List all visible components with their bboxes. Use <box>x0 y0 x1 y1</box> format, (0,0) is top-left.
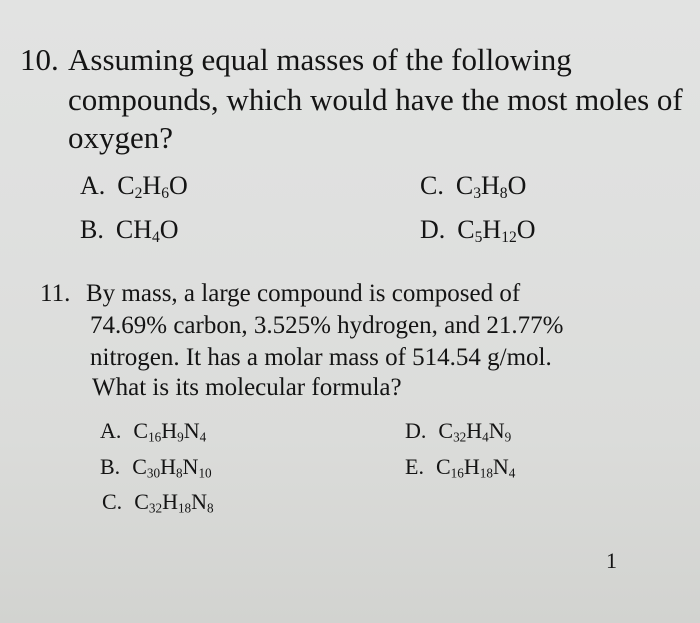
option-letter: C. <box>102 489 123 514</box>
option-letter: D. <box>420 215 446 244</box>
option-formula: $C_{16}H_9N_4$ <box>133 418 207 445</box>
q11-text-line-3: nitrogen. It has a molar mass of 514.54 g/mol. <box>90 344 552 371</box>
q11-option-d[interactable] <box>405 417 511 445</box>
q10-option-d[interactable] <box>420 214 536 246</box>
q10-option-c[interactable] <box>420 170 526 202</box>
q10-number: 10. <box>20 42 59 77</box>
option-formula: $C_{32}H_4N_9$ <box>438 418 512 445</box>
option-letter: E. <box>405 454 424 479</box>
page-number: 1 <box>606 548 617 573</box>
q10-option-b[interactable] <box>80 214 179 246</box>
option-letter: A. <box>80 171 106 200</box>
q11-option-b[interactable] <box>100 453 212 481</box>
q11-number: 11. <box>40 280 71 307</box>
option-formula: $C_2H_6O$ <box>117 171 188 202</box>
q11-text-line-2: 74.69% carbon, 3.525% hydrogen, and 21.77% <box>90 312 564 339</box>
option-letter: A. <box>100 418 122 443</box>
option-formula: $C_{16}H_{18}N_4$ <box>435 454 516 481</box>
q11-text-line-1: By mass, a large compound is composed of <box>86 280 521 307</box>
q11-option-a[interactable] <box>100 417 206 445</box>
q11-option-e[interactable] <box>405 453 515 481</box>
option-letter: C. <box>420 171 444 200</box>
option-formula: $C_5H_{12}O$ <box>457 215 536 246</box>
q11-option-c[interactable] <box>102 488 214 516</box>
option-letter: B. <box>80 215 104 244</box>
q10-text-line-2: compounds, which would have the most moles of <box>68 82 683 117</box>
option-formula: $C_{32}H_{18}N_8$ <box>134 489 214 516</box>
option-letter: D. <box>405 418 427 443</box>
option-formula: $CH_4O$ <box>115 215 179 246</box>
q10-option-a[interactable] <box>80 170 188 202</box>
option-letter: B. <box>100 454 121 479</box>
option-formula: $C_{30}H_8N_{10}$ <box>132 454 212 481</box>
q11-text-line-4: What is its molecular formula? <box>92 374 402 401</box>
option-formula: $C_3H_8O$ <box>455 171 527 202</box>
q10-text-line-3: oxygen? <box>68 120 174 155</box>
q10-text-line-1: Assuming equal masses of the following <box>68 42 572 77</box>
